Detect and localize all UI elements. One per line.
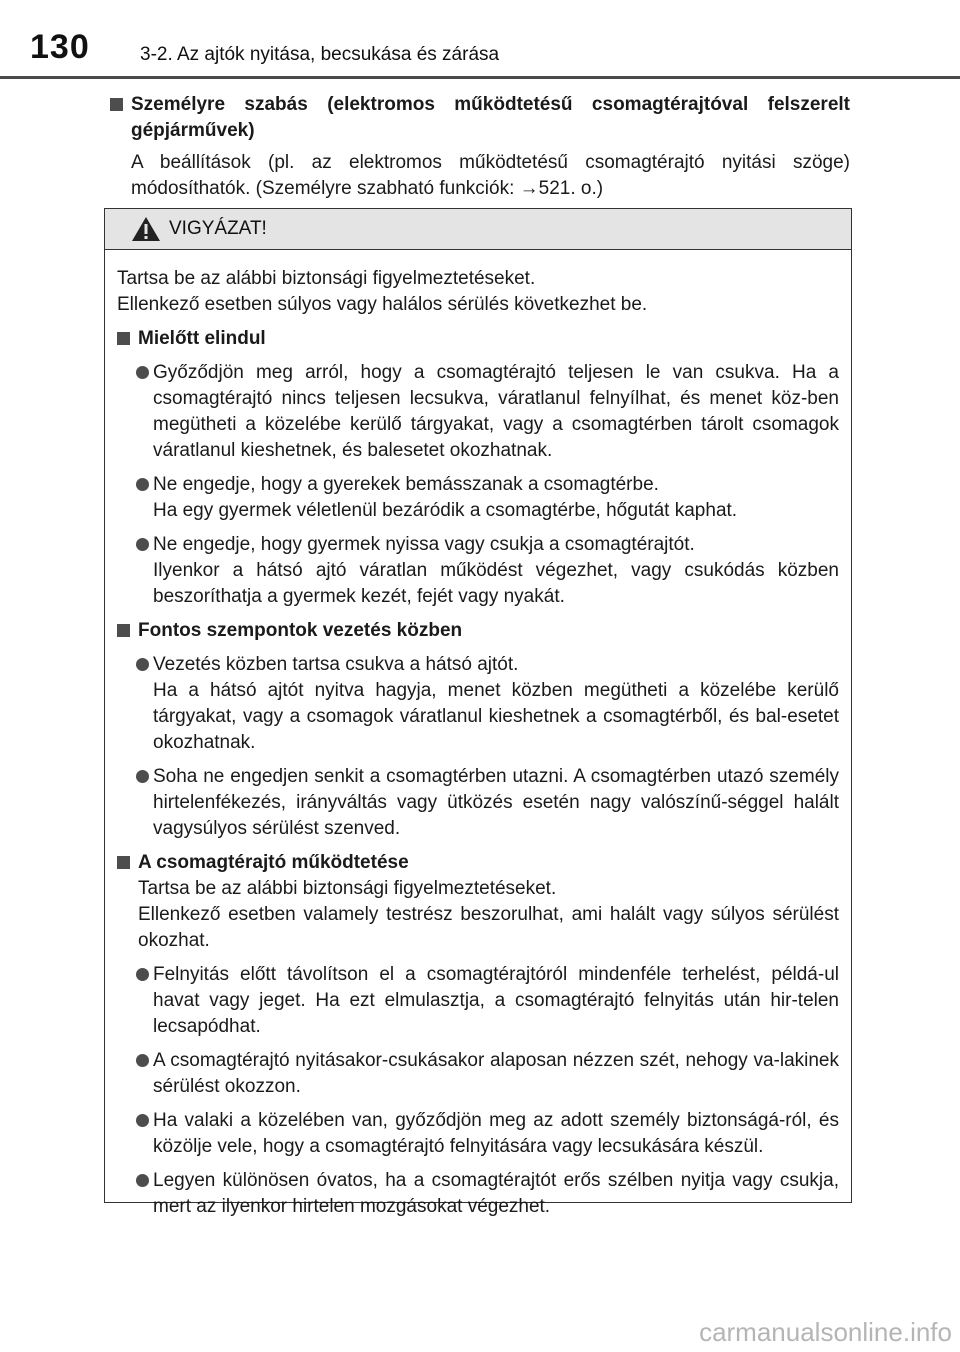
- customization-heading: [110, 92, 850, 144]
- caution-bullet-item: [117, 1048, 839, 1100]
- caution-bullet-item: [117, 472, 839, 524]
- page-header: [0, 0, 960, 80]
- caution-body: [105, 250, 851, 1220]
- caution-bullet-item: [117, 532, 839, 610]
- page-number: 130: [30, 28, 90, 66]
- caution-subheading: [117, 850, 839, 876]
- caution-bullet-text: Ha valaki a közelében van, győződjön meg az adott személy biztonságá-ról, és közölje vele, hogy a csomagtérajtó felnyitására vagy lecsukására készül.: [153, 1110, 839, 1157]
- caution-subheading-text: Mielőtt elindul: [138, 328, 266, 349]
- square-bullet-icon: [110, 98, 123, 111]
- caution-subparagraph: Tartsa be az alábbi biztonsági figyelmeztetéseket. Ellenkező esetben valamely testrész beszorulhat, ami halált vagy súlyos sérülést okozhat.: [138, 878, 839, 951]
- round-bullet-icon: [136, 658, 149, 671]
- customization-paragraph: A beállítások (pl. az elektromos működtetésű csomagtérajtó nyitási szöge) módosíthatók. (Személyre szabható funkciók: →521. o.): [131, 152, 850, 199]
- caution-bullet-text: Legyen különösen óvatos, ha a csomagtérajtót erős szélben nyitja vagy csukja, mert az ilyenkor hirtelen mozgásokat végezhet.: [153, 1170, 839, 1217]
- caution-bullet-text: Vezetés közben tartsa csukva a hátsó ajtót. Ha a hátsó ajtót nyitva hagyja, menet közben megütheti a közelébe kerülő tárgyakat, vagy a csomagok váratlanul kieshetnek a csomagtérből, és bal-esetet okozhatnak.: [153, 654, 839, 753]
- caution-bullet-text: Ne engedje, hogy a gyerekek bemásszanak a csomagtérbe. Ha egy gyermek véletlenül bezáródik a csomagtérbe, hőgutát kaphat.: [153, 474, 738, 521]
- warning-triangle-icon: [131, 216, 161, 242]
- customization-heading-text: Személyre szabás (elektromos működtetésű csomagtérajtóval felszerelt gépjárművek): [131, 94, 850, 141]
- caution-intro-line: Ellenkező esetben súlyos vagy halálos sérülés következhet be.: [117, 294, 648, 315]
- caution-bullet-item: [117, 764, 839, 842]
- round-bullet-icon: [136, 1174, 149, 1187]
- round-bullet-icon: [136, 770, 149, 783]
- square-bullet-icon: [117, 624, 130, 637]
- caution-bullet-text: A csomagtérajtó nyitásakor-csukásakor alaposan nézzen szét, nehogy va-lakinek sérülést okozzon.: [153, 1050, 839, 1097]
- caution-bullet-text: Felnyitás előtt távolítson el a csomagtérajtóról mindenféle terhelést, példá-ul havat vagy jeget. Ha ezt elmulasztja, a csomagtérajtó felnyitás után hir-telen lecsapódhat.: [153, 964, 839, 1037]
- caution-header: [105, 209, 851, 250]
- caution-bullet-text: Győződjön meg arról, hogy a csomagtérajtó teljesen le van csukva. Ha a csomagtérajtó nincs teljesen lecsukva, váratlanul felnyílhat, és menet köz-ben megütheti a közelébe kerülő tárgyakat, vagy a csomagtérben tárolt csomagok váratlanul kieshetnek, és balesetet okozhatnak.: [153, 362, 839, 461]
- watermark: carmanualsonline.info: [699, 1317, 952, 1347]
- round-bullet-icon: [136, 1114, 149, 1127]
- section-title: 3-2. Az ajtók nyitása, becsukása és zárása: [140, 44, 500, 65]
- caution-bullet-item: [117, 1108, 839, 1160]
- caution-bullet-text: Ne engedje, hogy gyermek nyissa vagy csukja a csomagtérajtót. Ilyenkor a hátsó ajtó váratlan működést végezhet, vagy csukódás közben beszoríthatja a gyermek kezét, fejét vagy nyakát.: [153, 534, 839, 607]
- caution-title: VIGYÁZAT!: [169, 218, 267, 239]
- caution-bullet-text: Soha ne engedjen senkit a csomagtérben utazni. A csomagtérben utazó személy hirtelenfékezés, irányváltás vagy ütközés esetén nagy valószínű-séggel halált vagysúlyos sérülést szenved.: [153, 766, 839, 839]
- square-bullet-icon: [117, 332, 130, 345]
- round-bullet-icon: [136, 366, 149, 379]
- header-divider: [0, 76, 960, 79]
- square-bullet-icon: [117, 856, 130, 869]
- round-bullet-icon: [136, 538, 149, 551]
- caution-bullet-item: [117, 1168, 839, 1220]
- caution-bullet-item: [117, 652, 839, 756]
- round-bullet-icon: [136, 478, 149, 491]
- caution-box: [104, 208, 852, 1217]
- caution-subheading-text: A csomagtérajtó működtetése: [138, 852, 409, 873]
- customization-section: [110, 92, 850, 202]
- caution-subheading: [117, 618, 839, 644]
- caution-bullet-item: [117, 360, 839, 464]
- caution-bullet-item: [117, 962, 839, 1040]
- round-bullet-icon: [136, 1054, 149, 1067]
- caution-subheading: [117, 326, 839, 352]
- caution-intro-line: Tartsa be az alábbi biztonsági figyelmeztetéseket.: [117, 268, 536, 289]
- round-bullet-icon: [136, 968, 149, 981]
- caution-subheading-text: Fontos szempontok vezetés közben: [138, 620, 463, 641]
